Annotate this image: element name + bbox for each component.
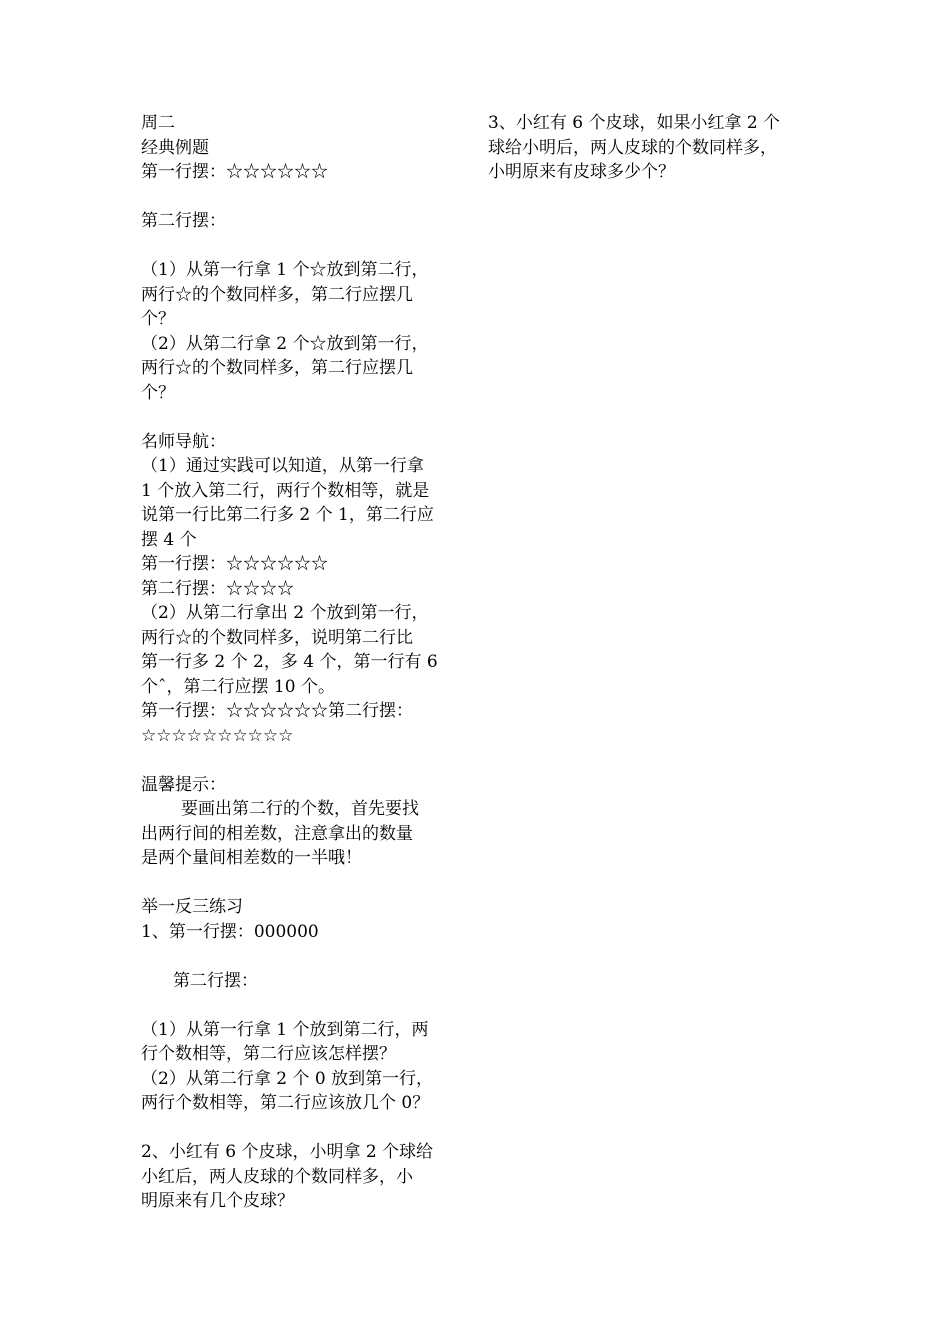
tip-title: 温馨提示： (141, 774, 226, 795)
example-q2-line: 两行☆的个数同样多，第二行应摆几 (141, 358, 413, 378)
left-column (141, 111, 471, 1214)
guide-a1-line: 摆 4 个 (141, 529, 197, 550)
guide-a2-line: （2）从第二行拿出 2 个放到第一行， (141, 603, 429, 623)
practice-p2-line: 2、小红有 6 个皮球，小明拿 2 个球给 (141, 1142, 434, 1162)
tip-line: 要画出第二行的个数，首先要找 (181, 799, 419, 819)
practice-p2-line: 明原来有几个皮球？ (141, 1191, 294, 1211)
guide-a2-stars: ☆☆☆☆☆☆☆☆☆☆ (141, 725, 294, 746)
practice-p2-line: 小红后，两人皮球的个数同样多，小 (141, 1166, 413, 1187)
tip-line: 出两行间的相差数，注意拿出的数量 (141, 823, 413, 844)
practice-p1-row1: 1、第一行摆：000000 (141, 921, 319, 942)
practice-title: 举一反三练习 (141, 897, 243, 917)
guide-a2-line: 第一行多 2 个 2，多 4 个，第一行有 6 (141, 652, 438, 672)
practice-p1-q1-line: 行个数相等，第二行应该怎样摆？ (141, 1044, 396, 1064)
guide-title: 名师导航： (141, 431, 226, 452)
tip-line: 是两个量间相差数的一半哦！ (141, 848, 362, 868)
guide-a2-rows: 第一行摆：☆☆☆☆☆☆第二行摆： (141, 701, 413, 721)
example-q2-line: （2）从第二行拿 2 个☆放到第一行， (141, 333, 429, 354)
practice-p1-row2: 第二行摆： (173, 970, 258, 991)
guide-a1-line: （1）通过实践可以知道，从第一行拿 (141, 456, 424, 476)
section-title: 经典例题 (141, 137, 209, 158)
practice-p3-line: 小明原来有皮球多少个？ (488, 162, 675, 182)
right-column (488, 111, 813, 185)
example-row2: 第二行摆： (141, 211, 226, 231)
practice-p1-q2-line: 两行个数相等，第二行应该放几个 0？ (141, 1093, 430, 1113)
guide-a1-row1: 第一行摆：☆☆☆☆☆☆ (141, 554, 328, 574)
example-q1-line: 个？ (141, 309, 175, 329)
practice-p3-line: 球给小明后，两人皮球的个数同样多， (488, 137, 777, 158)
guide-a1-line: 说第一行比第二行多 2 个 1，第二行应 (141, 505, 434, 525)
guide-a2-line: 个ˆ，第二行应摆 10 个。 (141, 676, 335, 697)
guide-a2-line: 两行☆的个数同样多，说明第二行比 (141, 627, 413, 648)
practice-p1-q2-line: （2）从第二行拿 2 个 0 放到第一行， (141, 1068, 434, 1089)
day-label: 周二 (141, 113, 175, 133)
example-row1: 第一行摆：☆☆☆☆☆☆ (141, 162, 328, 182)
example-q2-line: 个？ (141, 382, 175, 403)
example-q1-line: （1）从第一行拿 1 个☆放到第二行， (141, 260, 429, 280)
example-q1-line: 两行☆的个数同样多，第二行应摆几 (141, 284, 413, 305)
practice-p1-q1-line: （1）从第一行拿 1 个放到第二行，两 (141, 1019, 429, 1040)
guide-a1-line: 1 个放入第二行，两行个数相等，就是 (141, 480, 430, 501)
guide-a1-row2: 第二行摆：☆☆☆☆ (141, 578, 294, 599)
practice-p3-line: 3、小红有 6 个皮球，如果小红拿 2 个 (488, 113, 781, 133)
